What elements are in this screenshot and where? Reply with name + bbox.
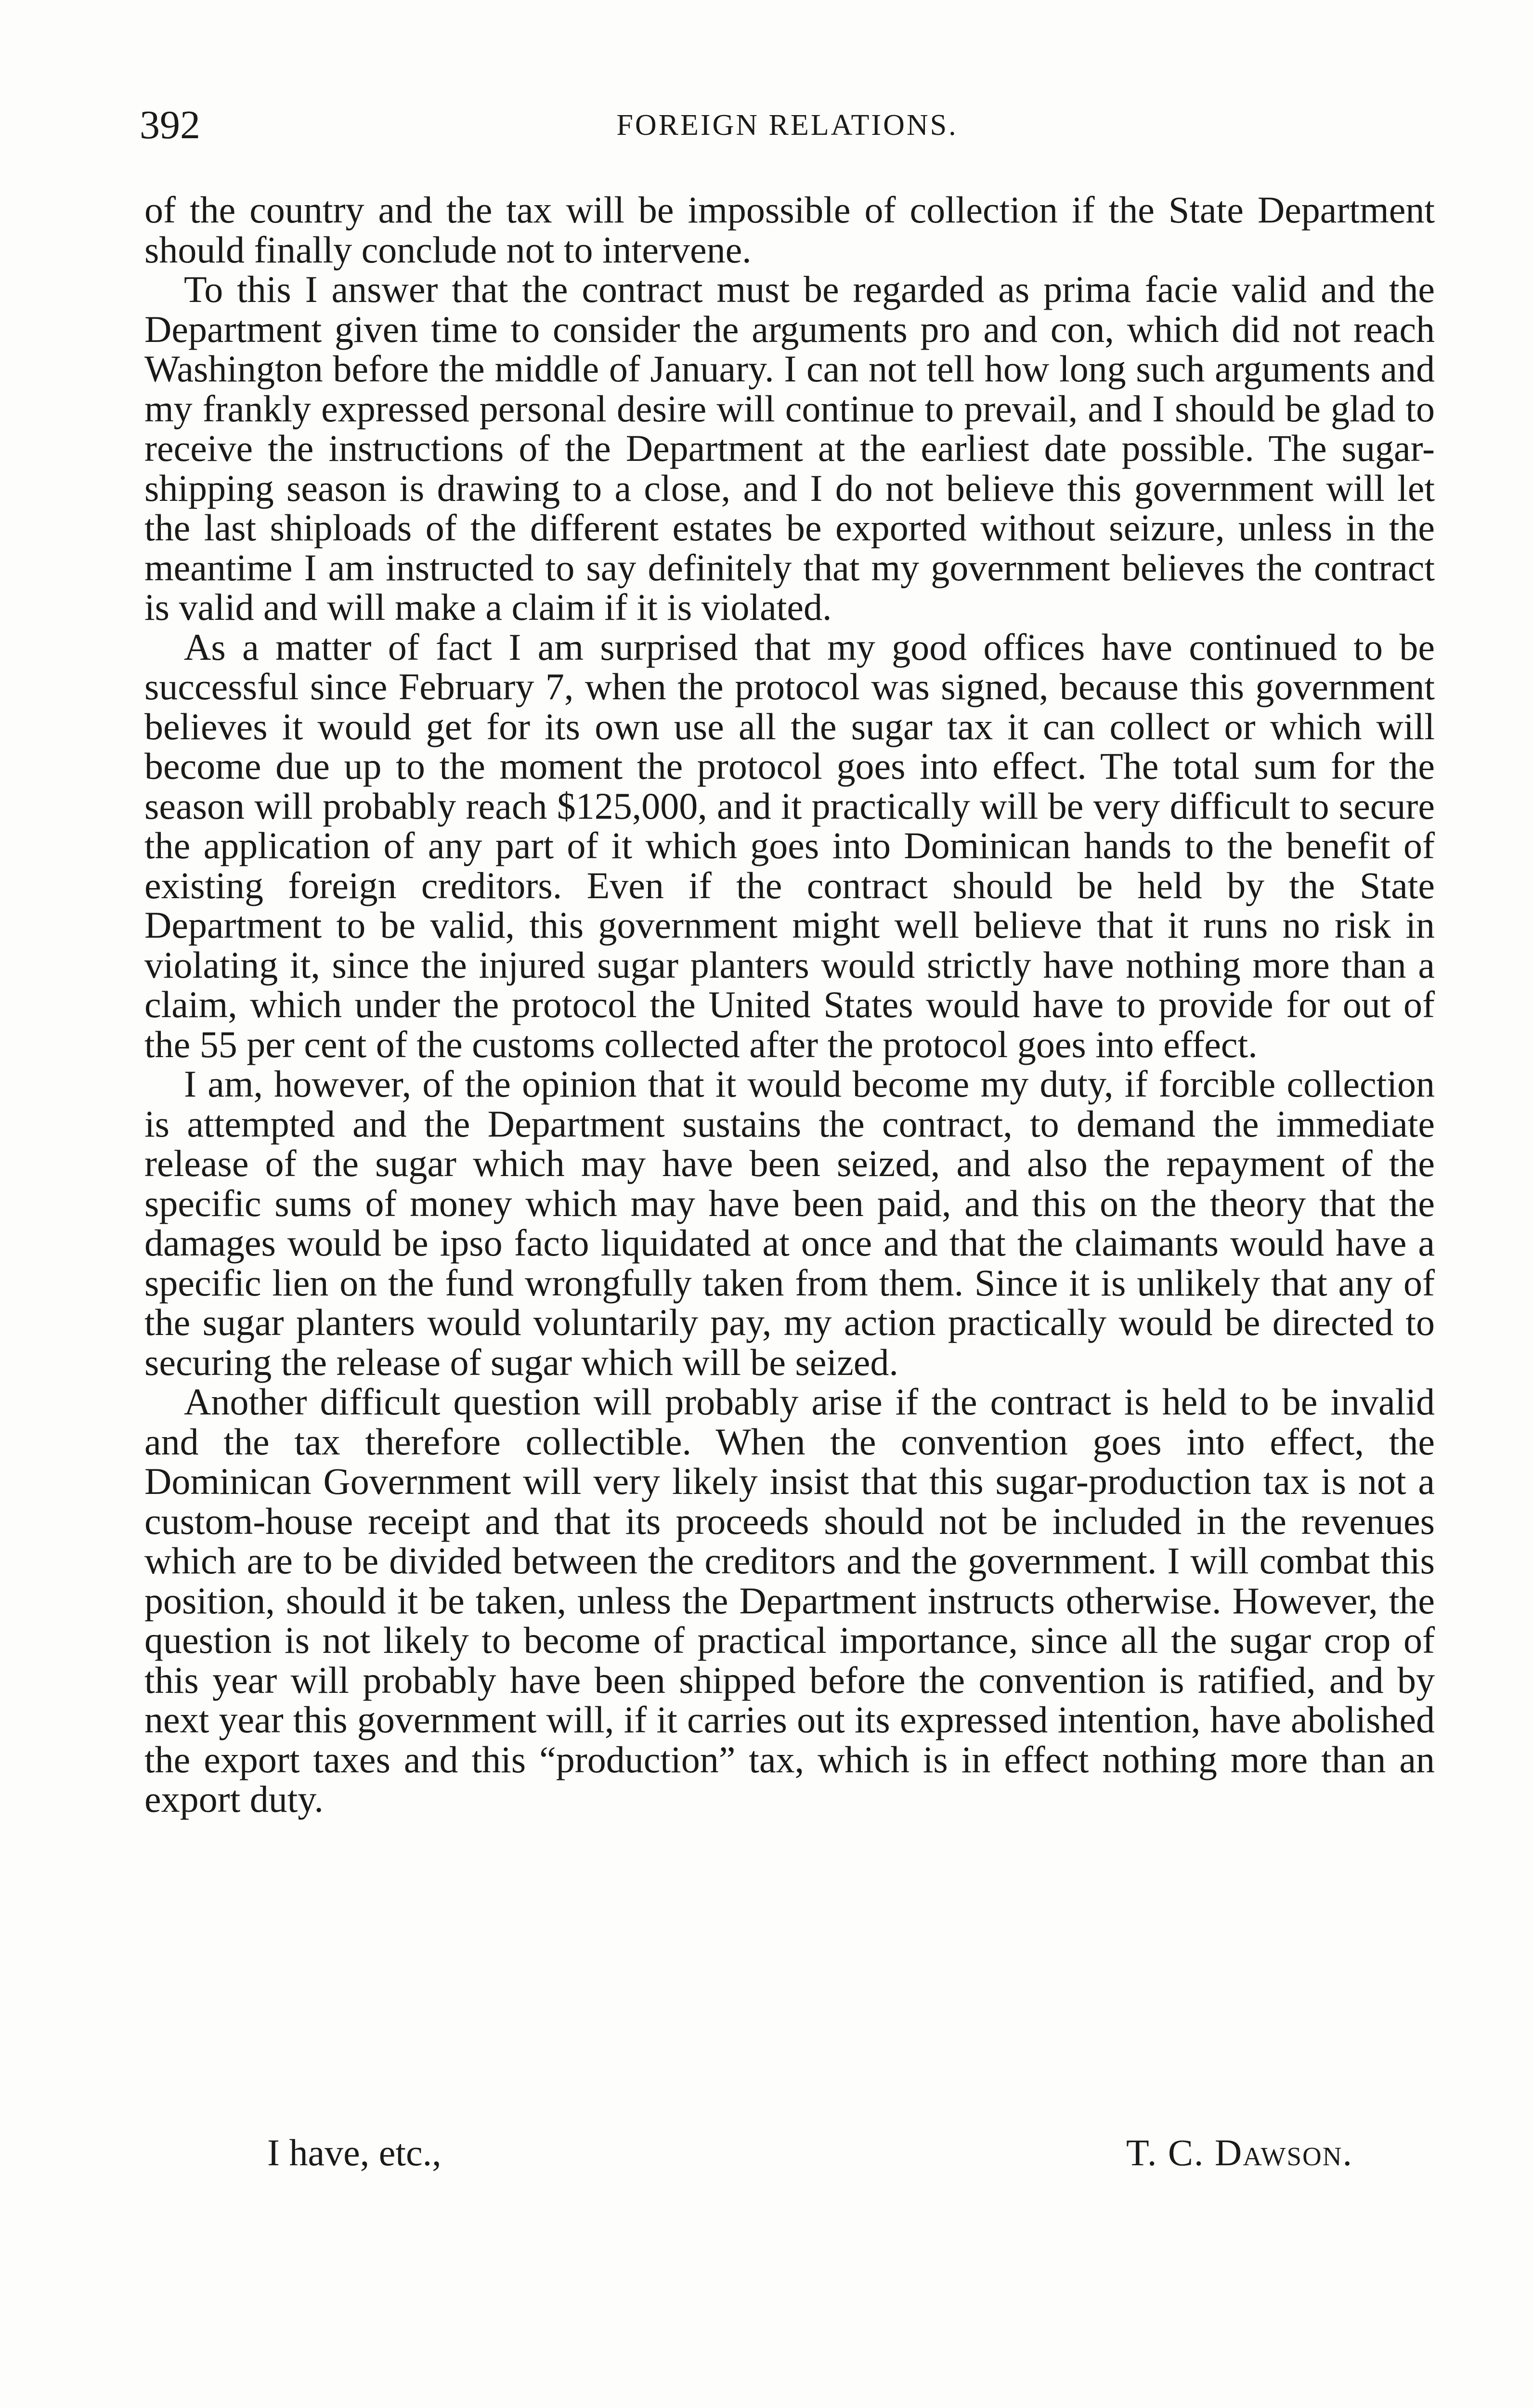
paragraph: To this I answer that the contract must be regarded as prima facie valid and the Department given time to consider the arguments pro and con, which did not reach Washington before the middle of January. I can not tell how long such arguments and my frankly expressed personal desire will continue to prevail, and I should be glad to receive the instructions of the Department at the earliest date possible. The sugar-shipping season is drawing to a close, and I do not believe this government will let the last shiploads of the different estates be exported without seizure, unless in the meantime I am instructed to say definitely that my government believes the contract is valid and will make a claim if it is violated. [144, 268, 1435, 628]
paragraph: I am, however, of the opinion that it would become my duty, if forcible collection is attempted and the Department sustains the contract, to demand the immediate release of the sugar which may have been seized, and also the repayment of the specific sums of money which may have been paid, and this on the theory that the damages would be ipso facto liquidated at once and that the claimants would have a specific lien on the fund wrongfully taken from them. Since it is unlikely that any of the sugar planters would voluntarily pay, my action practically would be directed to securing the release of sugar which will be seized. [144, 1063, 1435, 1383]
page-header [140, 99, 1435, 152]
signature: T. C. Dawson. [1126, 2132, 1353, 2173]
letter-closing [144, 2129, 1435, 2177]
page-number: 392 [140, 103, 200, 147]
closing-salutation: I have, etc., [267, 2132, 442, 2173]
letter-body [144, 190, 1435, 1819]
paragraph: As a matter of fact I am surprised that my good offices have continued to be successful since February 7, when the protocol was signed, because this government believes it would get for its own use all the sugar tax it can collect or which will become due up to the moment the protocol goes into effect. The total sum for the season will probably reach $125,000, and it practically will be very difficult to secure the application of any part of it which goes into Dominican hands to the benefit of existing foreign creditors. Even if the contract should be held by the State Department to be valid, this government might well believe that it runs no risk in violating it, since the injured sugar planters would strictly have nothing more than a claim, which under the protocol the United States would have to provide for out of the 55 per cent of the customs collected after the protocol goes into effect. [144, 626, 1435, 1065]
paragraph: Another difficult question will probably arise if the contract is held to be invalid and the tax therefore collectible. When the convention goes into effect, the Dominican Government will very likely insist that this sugar-production tax is not a custom-house receipt and that its proceeds should not be included in the revenues which are to be divided between the creditors and the government. I will combat this position, should it be taken, unless the Department instructs otherwise. However, the question is not likely to become of practical importance, since all the sugar crop of this year will probably have been shipped before the convention is ratified, and by next year this government will, if it carries out its expressed intention, have abolished the export taxes and this “production” tax, which is in effect nothing more than an export duty. [144, 1381, 1435, 1820]
running-head: FOREIGN RELATIONS. [616, 109, 958, 142]
paragraph-continued: of the country and the tax will be impossible of collection if the State Department should finally conclude not to intervene. [144, 189, 1435, 271]
